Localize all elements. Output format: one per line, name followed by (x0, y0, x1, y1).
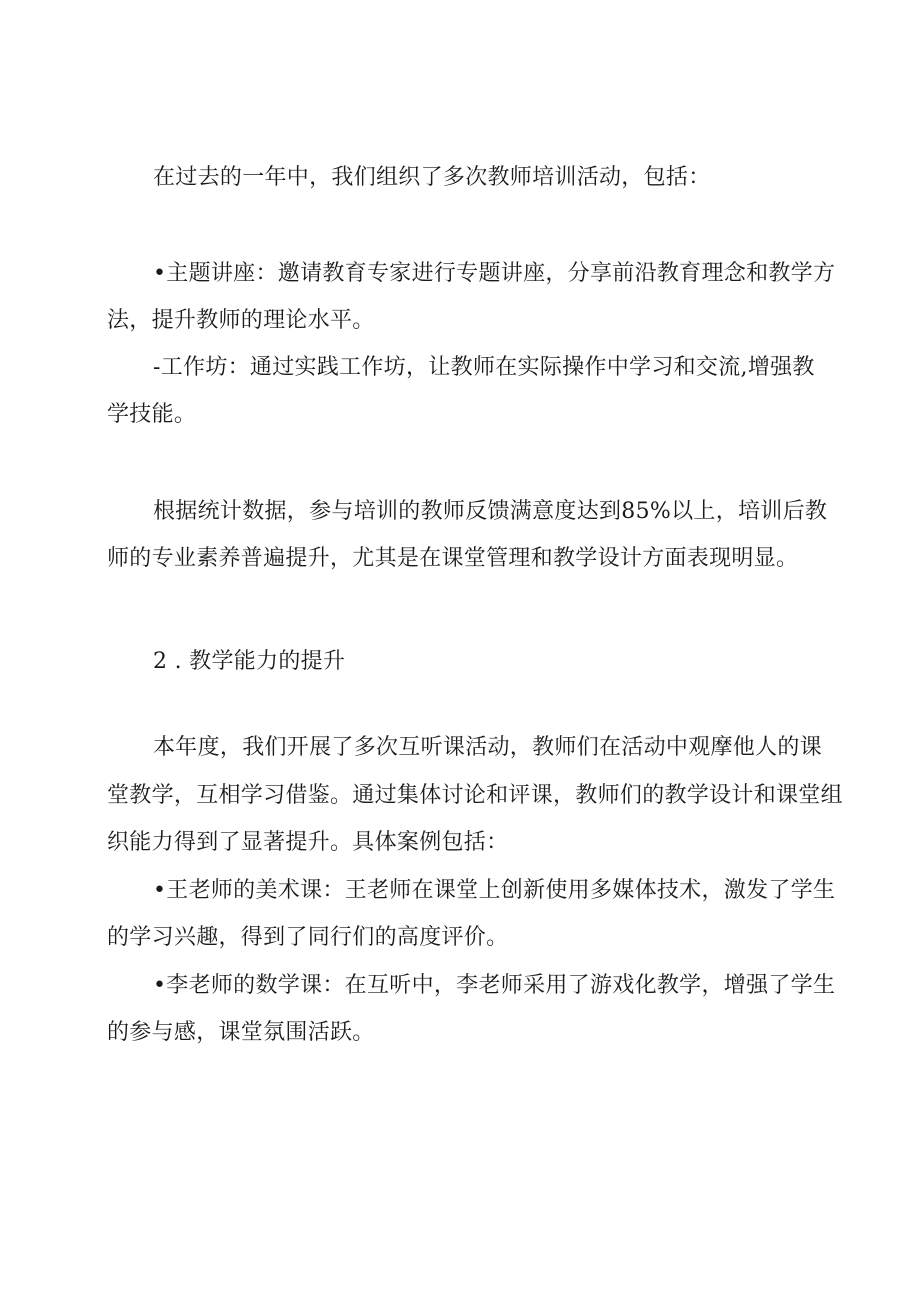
bullet-workshop-line-2: 学技能。 (107, 402, 197, 427)
paragraph-statistics-line-1: 根据统计数据，参与培训的教师反馈满意度达到85%以上，培训后教 (153, 499, 828, 524)
section-heading: 2 . 教学能力的提升 (153, 649, 346, 674)
bullet-lecture-line-1: •主题讲座：邀请教育专家进行专题讲座，分享前沿教育理念和教学方 (153, 261, 836, 286)
case-wang-line-1: •王老师的美术课：王老师在课堂上创新使用多媒体技术，激发了学生 (153, 878, 836, 903)
bullet-workshop-line-1: -工作坊：通过实践工作坊，让教师在实际操作中学习和交流,增强教 (153, 355, 815, 380)
paragraph-statistics-line-2: 师的专业素养普遍提升，尤其是在课堂管理和教学设计方面表现明显。 (107, 546, 799, 571)
paragraph-peer-observation-line-3: 织能力得到了显著提升。具体案例包括： (107, 830, 509, 855)
paragraph-peer-observation-line-2: 堂教学，互相学习借鉴。通过集体讨论和评课，教师们的教学设计和课堂组 (107, 783, 843, 808)
paragraph-peer-observation-line-1: 本年度，我们开展了多次互听课活动，教师们在活动中观摩他人的课 (153, 735, 823, 760)
case-li-line-2: 的参与感，课堂氛围活跃。 (107, 1020, 375, 1045)
bullet-lecture-line-2: 法，提升教师的理论水平。 (107, 308, 375, 333)
case-li-line-1: •李老师的数学课：在互听中，李老师采用了游戏化教学，增强了学生 (153, 973, 836, 998)
case-wang-line-2: 的学习兴趣，得到了同行们的高度评价。 (107, 925, 509, 950)
paragraph-intro-line-1: 在过去的一年中，我们组织了多次教师培训活动，包括： (153, 165, 711, 190)
